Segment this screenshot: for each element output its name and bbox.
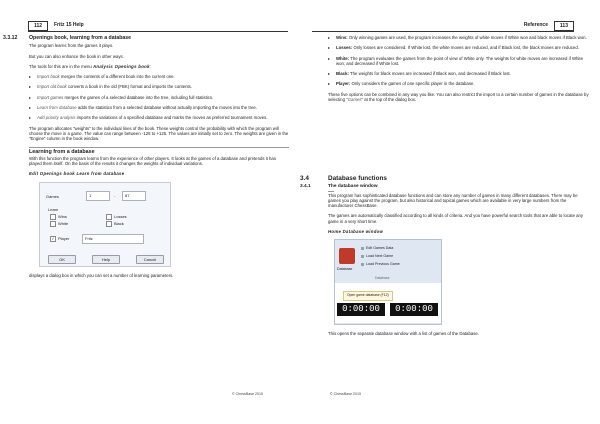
paragraph: The program allocates "weights" to the individual lines of the book. These weights control the probability with which the program will choose the move in a game. The value can range between -125 to +125. The values are initially set to zero. The weights are given in the "Engine" column in the book window. (29, 125, 289, 142)
menu-item-load-next-game[interactable]: Load Next Game (361, 254, 393, 259)
header-title: Reference (523, 22, 548, 28)
inline-term: Games (347, 97, 362, 103)
menu-item-edit-games-data[interactable]: Edit Games Data (361, 246, 393, 251)
divider (328, 191, 334, 192)
menu-path: Analysis Openings book (93, 63, 150, 69)
right-section (300, 176, 590, 342)
bullet-term: White: (336, 55, 350, 61)
white-label: White (58, 220, 69, 226)
database-icon[interactable] (339, 248, 355, 264)
bullet-item: ▸ Wins: Only winning games are used, the program increases the weights of white moves if White won and black moves if Black won. (328, 35, 590, 40)
bullet-term: Add priority analysis (37, 115, 76, 121)
section-number: 3.4 (300, 175, 309, 182)
white-checkbox[interactable] (50, 221, 56, 227)
range-separator: - (114, 192, 116, 198)
page-number: 112 (28, 21, 48, 31)
footer-copyright: © ChessBase 2015 (232, 392, 264, 396)
white-clock: 0:00:00 (337, 303, 385, 316)
ribbon-group-label: Database (375, 276, 390, 281)
player-label: Player (58, 235, 70, 241)
bullet-term: Learn from database (37, 105, 77, 111)
section-title: Database functions (328, 175, 387, 182)
bullet-item: ▸ Black: The weights for black moves are increased if Black won, and decreased if Black lost. (328, 71, 590, 76)
black-checkbox[interactable] (106, 221, 112, 227)
bullet-item: ▸ Player: Only considers the games of one specific player in the database. (328, 81, 590, 86)
subsection-title: The database window (328, 184, 378, 190)
left-page-header (28, 20, 288, 32)
right-page-body (328, 35, 590, 107)
bullet-term: Import games (37, 94, 64, 100)
ok-button[interactable]: OK (48, 255, 76, 264)
bullet-item: ▸ Import book merges the contents of a different book into the current one. (29, 74, 289, 79)
section-heading (3, 35, 289, 41)
divider (29, 147, 289, 148)
subsection-body (300, 191, 590, 337)
page-number: 113 (554, 21, 574, 31)
bullet-item: ▸ Add priority analysis imports the variations of a specified database and marks the moves as preferred tournament moves. (29, 115, 289, 120)
learn-dialog-screenshot (39, 182, 171, 267)
tooltip: Open game database (F12) (343, 291, 393, 300)
bullet-term: Black: (336, 71, 349, 77)
paragraph: With this function the program learns from the experience of other players. It looks at the games of a database and pretends it has played them itself. On the basis of the results it changes the weights of individual variations. (29, 155, 276, 167)
losses-checkbox[interactable] (106, 214, 112, 220)
menu-path: Home Database window (328, 229, 384, 235)
bullet-term: Wins: (336, 35, 348, 40)
paragraph: But you can also enhance the book in other ways. (29, 53, 124, 59)
section-number: 3.3.12 (3, 35, 18, 41)
left-page-body (3, 35, 289, 283)
menu-item-load-previous-game[interactable]: Load Previous Game (361, 262, 400, 267)
learn-group-label: Learn (48, 206, 59, 212)
section-title: Openings book, learning from a database (29, 35, 132, 41)
player-field[interactable]: Fritz (82, 234, 144, 244)
paragraph: This opens the separate database window with a list of games of the Database. (328, 331, 479, 337)
section-heading (300, 176, 590, 181)
bullet-item: ▸ Import games merges the games of a selected database into the tree, including full statistics. (29, 95, 289, 100)
paragraph: The games are automatically classified according to all kinds of criteria. And you have powerful search tools that are able to locate any game in a very short time. (328, 213, 584, 224)
paragraph: displays a dialog box in which you can set a number of learning parameters. (29, 272, 174, 278)
wins-checkbox[interactable] (50, 214, 56, 220)
black-label: Black (114, 220, 124, 226)
subsection-heading (300, 184, 590, 189)
database-ribbon-screenshot (334, 239, 442, 325)
bullet-item: ▸ Import old book converts a book in the old (FBK) format and imports the contents. (29, 84, 289, 89)
games-to-field[interactable]: 87 (122, 191, 146, 201)
losses-label: Losses (114, 213, 127, 219)
footer-copyright: © ChessBase 2015 (330, 392, 362, 396)
bullet-term: Import book (37, 74, 60, 80)
subsection-title: Learning from a database (29, 148, 95, 155)
subsection-number: 3.4.1 (300, 184, 311, 190)
paragraph: The tools for this are in the menu Analysis Openings book: (29, 63, 151, 69)
clock-area (335, 283, 441, 323)
bullet-item: ▸ White: The program evaluates the games from the point of view of White only. The weights for white moves are increased if White won, and decreased if White lost. (328, 56, 590, 67)
database-button-label: Database (337, 267, 353, 272)
bullet-term: Player: (336, 81, 351, 87)
paragraph: The program learns from the games it plays. (29, 43, 114, 49)
black-clock: 0:00:00 (390, 303, 438, 316)
right-page-header (312, 20, 574, 32)
bullet-term: Losses: (336, 45, 353, 51)
help-button[interactable]: Help (92, 255, 120, 264)
bullet-item: ▸ Losses: Only losses are considered. If White lost, the white moves are reduced, and if Black lost, the black moves are reduced. (328, 45, 590, 50)
player-checkbox[interactable]: ✓ (51, 235, 55, 241)
menu-path: Edit Openings book Learn from database (29, 171, 125, 177)
paragraph: This program has sophisticated database functions and can store any number of games in many different databases. There may be games you play against the program, but also historical and topical games which are available in very large numbers from the manufacturer ChessBase. (328, 192, 578, 209)
cancel-button[interactable]: Cancel (136, 255, 164, 264)
games-label: Games (46, 193, 59, 199)
paragraph: These five options can be combined in any way you like. You can also restrict the import to a certain number of games in the database by selecting "Games" at the top of the dialog box. (328, 91, 589, 103)
games-from-field[interactable]: 1 (86, 191, 110, 201)
wins-label: Wins (58, 213, 67, 219)
bullet-term: Import old book (37, 84, 67, 90)
bullet-item: ▸ Learn from database adds the statistics from a selected database without actually importing the moves into the tree. (29, 105, 289, 110)
header-title: Fritz 15 Help (54, 22, 84, 28)
